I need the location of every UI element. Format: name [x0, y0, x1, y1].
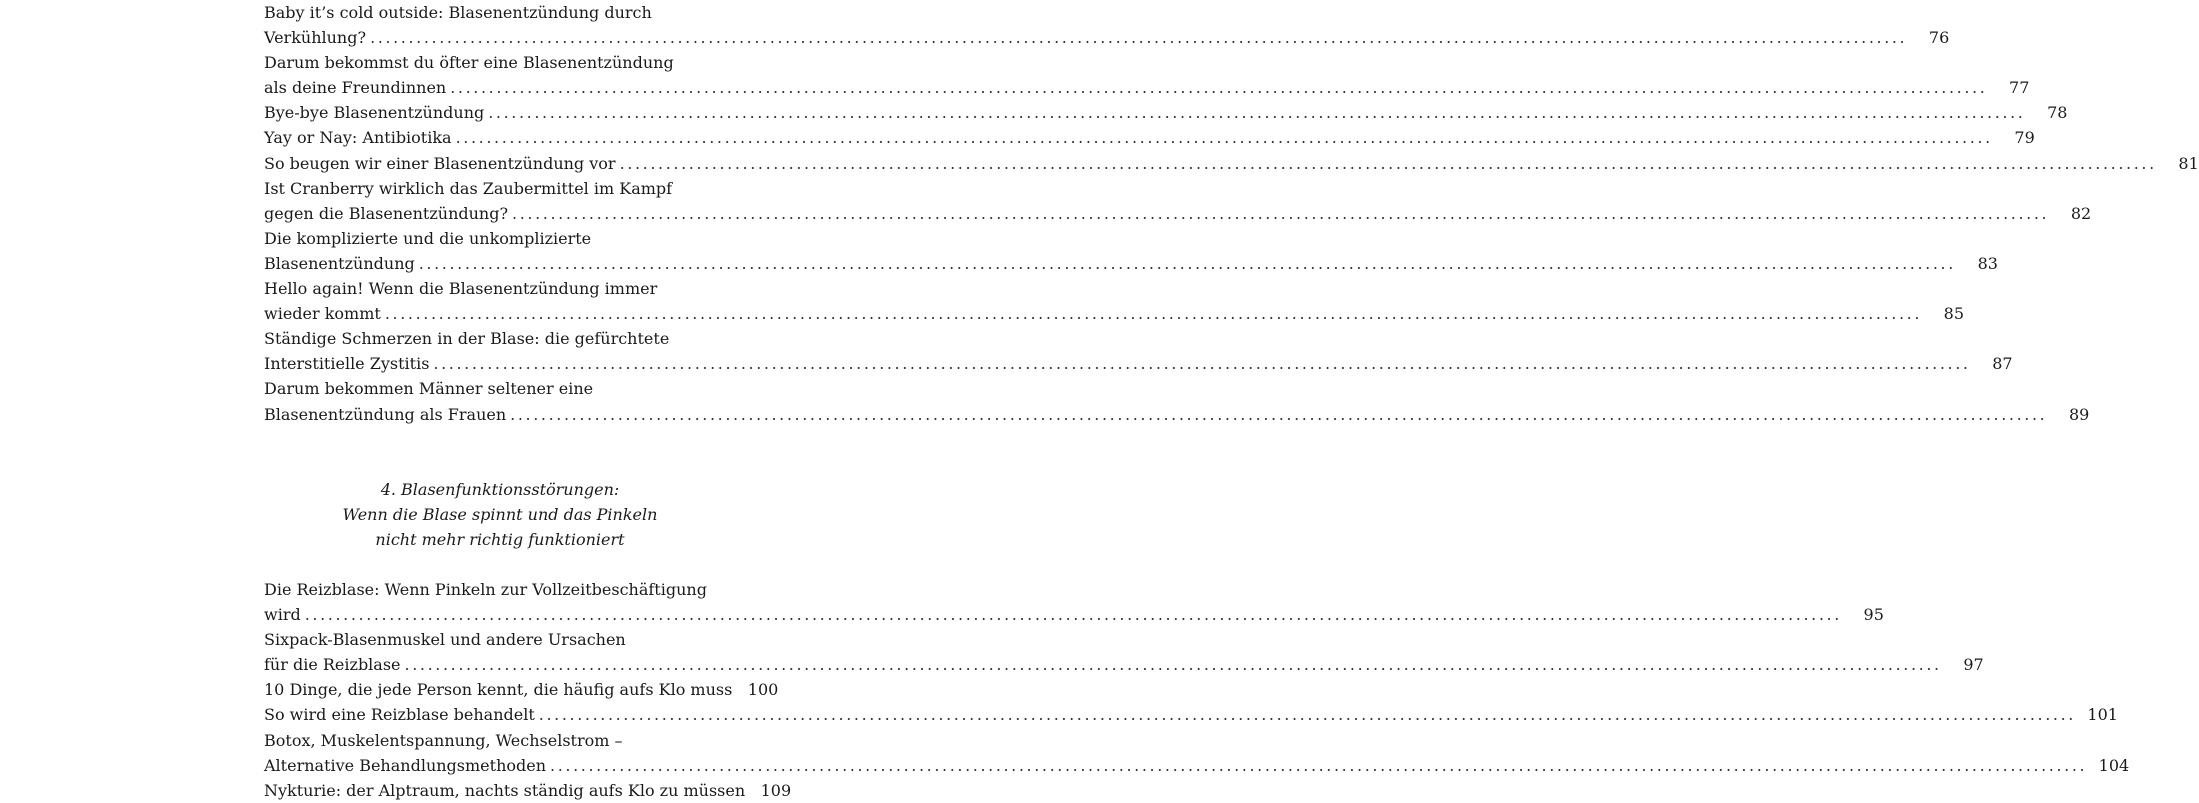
toc-entry-last-line [264, 753, 2130, 778]
toc-entry-last-line [264, 602, 1884, 627]
toc-entry-page-number: 79 [2014, 128, 2035, 148]
toc-entry-title-line: 10 Dinge, die jede Person kennt, die häufig aufs Klo muss [264, 680, 733, 700]
toc-entry-page-number: 83 [1977, 253, 1998, 273]
leader-dots: ........................................................................................................................................................................................................ [418, 253, 1956, 273]
toc-entry [264, 276, 1965, 326]
leader-dots: ........................................................................................................................................................................................................ [450, 78, 1988, 98]
leader-dots: ........................................................................................................................................................................................................ [384, 304, 1923, 324]
leader-dots: ........................................................................................................................................................................................................ [370, 28, 1908, 48]
leader-dots: ........................................................................................................................................................................................................ [550, 755, 2088, 775]
toc-entry-last-line [264, 351, 2013, 376]
toc-entry-title-line: Botox, Muskelentspannung, Wechselstrom – [264, 730, 623, 750]
toc-entry [264, 577, 1884, 627]
toc-entry-page-number: 81 [2178, 153, 2199, 173]
leader-dots: ........................................................................................................................................................................................................ [512, 203, 2050, 223]
toc-entry-title-line: Darum bekommen Männer seltener eine [264, 379, 594, 399]
toc-section-b [264, 577, 2130, 803]
chapter-heading-line-3: nicht mehr richtig funktioniert [375, 530, 625, 550]
toc-entry-last-line [264, 251, 1998, 276]
toc-entry-title-line: Baby it’s cold outside: Blasenentzündung durch [264, 3, 652, 22]
toc-entry [264, 226, 1998, 276]
toc-entry [264, 702, 2118, 727]
toc-entry-last-line [264, 25, 1950, 50]
toc-entry-page-number: 76 [1928, 28, 1950, 48]
toc-entry-title-line: Verkühlung? [264, 28, 367, 48]
leader-dots: ........................................................................................................................................................................................................ [510, 404, 2048, 424]
toc-entry-page-number: 101 [2087, 705, 2118, 725]
toc-entry-title-line: für die Reizblase [264, 655, 401, 675]
toc-entry-page-number: 104 [2098, 755, 2130, 775]
toc-entry-last-line [264, 151, 2199, 176]
chapter-heading [264, 477, 736, 552]
toc-entry-page-number: 97 [1963, 655, 1984, 675]
toc-entry [264, 151, 2199, 176]
leader-dots: ........................................................................................................................................................................................................ [538, 705, 2076, 725]
toc-entry-title-line: als deine Freundinnen [264, 78, 447, 98]
toc-entry-title-line: Darum bekommst du öfter eine Blasenentzündung [264, 53, 674, 73]
toc-entry-last-line [264, 677, 779, 702]
toc-entry-title-line: Bye-bye Blasenentzündung [264, 103, 485, 123]
toc-entry-title-line: Die Reizblase: Wenn Pinkeln zur Vollzeitbeschäftigung [264, 580, 707, 599]
toc-entry-title-line: Interstitielle Zystitis [264, 354, 430, 374]
toc-entry-last-line [264, 402, 2090, 427]
toc-entry-page-number: 82 [2070, 203, 2092, 223]
toc-entry-title-line: Ist Cranberry wirklich das Zaubermittel im Kampf [264, 178, 673, 198]
toc-entry [264, 50, 2030, 100]
toc-entry-title-line: Nykturie: der Alptraum, nachts ständig aufs Klo zu müssen [264, 780, 746, 800]
toc-entry-page-number: 78 [2047, 103, 2068, 123]
toc-entry-last-line [264, 100, 2068, 125]
toc-entry-last-line [264, 301, 1965, 326]
toc-entry-last-line [264, 778, 792, 803]
chapter-heading-line-2: Wenn die Blase spinnt und das Pinkeln [342, 505, 658, 525]
toc-entry-title-line: Alternative Behandlungsmethoden [264, 755, 547, 775]
toc-entry [264, 100, 2068, 125]
toc-entry [264, 0, 1950, 50]
toc-entry-last-line [264, 75, 2030, 100]
toc-entry-page-number: 109 [760, 780, 792, 800]
toc-entry-title-line: So wird eine Reizblase behandelt [264, 705, 535, 725]
toc-entry-title-line: Ständige Schmerzen in der Blase: die gefürchtete [264, 329, 670, 349]
toc-entry-page-number: 89 [2068, 404, 2090, 424]
leader-dots: ........................................................................................................................................................................................................ [404, 655, 1942, 675]
toc-entry-title-line: Sixpack-Blasenmuskel und andere Ursachen [264, 630, 626, 650]
toc-entry-title-line: Blasenentzündung [264, 253, 415, 273]
toc-entry-page-number: 77 [2009, 78, 2030, 98]
leader-dots: ........................................................................................................................................................................................................ [304, 605, 1842, 625]
leader-dots: ........................................................................................................................................................................................................ [488, 103, 2026, 123]
toc-entry-title-line: Blasenentzündung als Frauen [264, 404, 507, 424]
toc-entry-title-line: wieder kommt [264, 304, 381, 324]
toc-entry-page-number: 95 [1863, 605, 1884, 625]
toc-entry-last-line [264, 201, 2092, 226]
toc-entry [264, 125, 2035, 150]
toc-entry-last-line [264, 125, 2035, 150]
toc-entry-title-line: wird [264, 605, 301, 625]
toc-entry-title-line: Yay or Nay: Antibiotika [264, 128, 452, 148]
leader-dots: ........................................................................................................................................................................................................ [619, 153, 2157, 173]
toc-entry-last-line [264, 652, 1984, 677]
toc-entry-title-line: gegen die Blasenentzündung? [264, 203, 509, 223]
toc-entry [264, 376, 2090, 426]
toc-entry-last-line [264, 702, 2118, 727]
toc-entry-title-line: So beugen wir einer Blasenentzündung vor [264, 153, 616, 173]
leader-dots: ........................................................................................................................................................................................................ [433, 354, 1971, 374]
leader-dots: ........................................................................................................................................................................................................ [455, 128, 1993, 148]
toc-entry [264, 728, 2130, 778]
chapter-heading-line-1: 4. Blasenfunktionsstörungen: [380, 480, 620, 499]
toc-entry [264, 176, 2092, 226]
toc-entry-title-line: Die komplizierte und die unkomplizierte [264, 228, 592, 248]
toc-entry-title-line: Hello again! Wenn die Blasenentzündung immer [264, 279, 658, 299]
toc-entry-page-number: 100 [747, 680, 779, 700]
toc-entry [264, 778, 792, 803]
toc-entry-page-number: 85 [1943, 304, 1965, 324]
toc-entry [264, 326, 2013, 376]
toc-section-a [264, 0, 2199, 427]
toc-entry [264, 627, 1984, 677]
toc-entry-page-number: 87 [1992, 354, 2013, 374]
toc-entry [264, 677, 779, 702]
